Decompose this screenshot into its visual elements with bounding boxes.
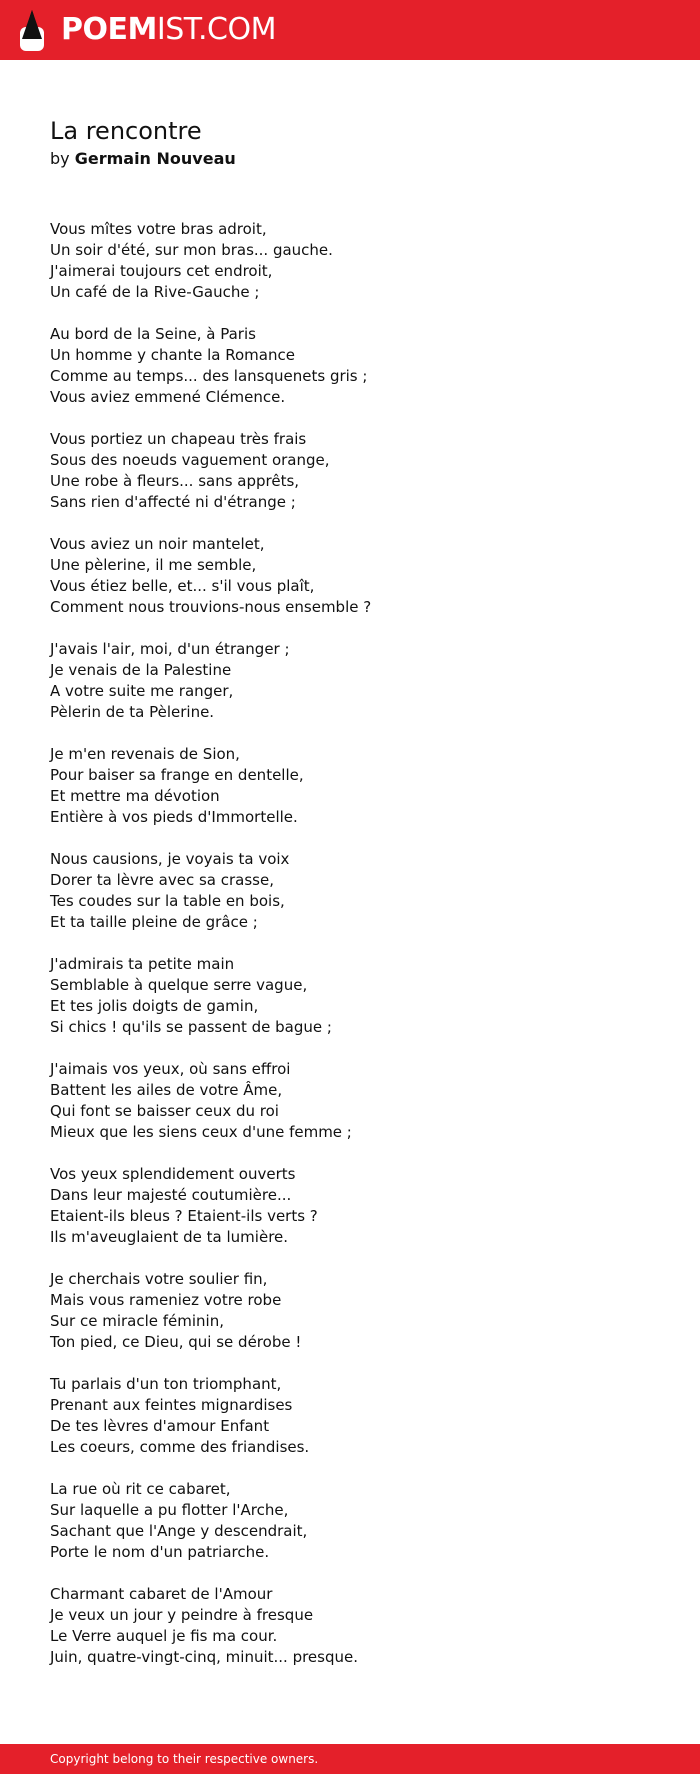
- poem-line: Vos yeux splendidement ouverts: [50, 1165, 296, 1183]
- poem-line: Vous aviez emmené Clémence.: [50, 388, 286, 406]
- site-footer: [0, 1744, 700, 1774]
- poem-stanza: [50, 849, 670, 933]
- poem-line: Comme au temps... des lansquenets gris ;: [50, 367, 368, 385]
- poem-line: Pèlerin de ta Pèlerine.: [50, 703, 215, 721]
- site-brand[interactable]: [61, 12, 276, 48]
- poem-line: Semblable à quelque serre vague,: [50, 976, 308, 994]
- poem-line: Dorer ta lèvre avec sa crasse,: [50, 871, 274, 889]
- poem-stanza: [50, 1269, 670, 1353]
- poem-stanza: [50, 219, 670, 303]
- poem-line: Je venais de la Palestine: [50, 661, 232, 679]
- poem-stanza: [50, 534, 670, 618]
- poem-line: Nous causions, je voyais ta voix: [50, 850, 290, 868]
- byline: [50, 148, 660, 170]
- poem-stanza: [50, 1584, 670, 1668]
- poem-line: Etaient-ils bleus ? Etaient-ils verts ?: [50, 1207, 318, 1225]
- poem-line: Le Verre auquel je fis ma cour.: [50, 1627, 278, 1645]
- site-header: [0, 0, 700, 60]
- poem-stanza: [50, 1059, 670, 1143]
- poem-stanza: [50, 1374, 670, 1458]
- poem-line: Un homme y chante la Romance: [50, 346, 295, 364]
- poem-line: Comment nous trouvions-nous ensemble ?: [50, 598, 372, 616]
- brand-light: IST.COM: [156, 12, 276, 47]
- poem-line: Ils m'aveuglaient de ta lumière.: [50, 1228, 289, 1246]
- poem-line: Tu parlais d'un ton triomphant,: [50, 1375, 282, 1393]
- poem-line: Entière à vos pieds d'Immortelle.: [50, 808, 298, 826]
- poem-line: Dans leur majesté coutumière...: [50, 1186, 292, 1204]
- poem-line: J'aimais vos yeux, où sans effroi: [50, 1060, 291, 1078]
- poem-line: Si chics ! qu'ils se passent de bague ;: [50, 1018, 332, 1036]
- poem-line: J'avais l'air, moi, d'un étranger ;: [50, 640, 290, 658]
- poem-line: Une pèlerine, il me semble,: [50, 556, 257, 574]
- poem-line: Un café de la Rive-Gauche ;: [50, 283, 260, 301]
- poem-line: J'admirais ta petite main: [50, 955, 235, 973]
- poem-stanza: [50, 1479, 670, 1563]
- poem-line: De tes lèvres d'amour Enfant: [50, 1417, 270, 1435]
- poem-stanza: [50, 639, 670, 723]
- poem-line: Charmant cabaret de l'Amour: [50, 1585, 273, 1603]
- poem-line: La rue où rit ce cabaret,: [50, 1480, 231, 1498]
- poem-line: Au bord de la Seine, à Paris: [50, 325, 256, 343]
- poem-line: Une robe à fleurs... sans apprêts,: [50, 472, 300, 490]
- poem-line: J'aimerai toujours cet endroit,: [50, 262, 273, 280]
- poem-body: [50, 219, 670, 1689]
- poem-line: Je m'en revenais de Sion,: [50, 745, 240, 763]
- brand-bold: POEM: [61, 12, 157, 47]
- poem-line: Je veux un jour y peindre à fresque: [50, 1606, 314, 1624]
- poem-heading: [50, 116, 660, 170]
- poem-line: Vous portiez un chapeau très frais: [50, 430, 307, 448]
- poem-line: Mieux que les siens ceux d'une femme ;: [50, 1123, 352, 1141]
- poem-line: Tes coudes sur la table en bois,: [50, 892, 285, 910]
- poem-line: A votre suite me ranger,: [50, 682, 234, 700]
- poem-stanza: [50, 1164, 670, 1248]
- poem-line: Qui font se baisser ceux du roi: [50, 1102, 279, 1120]
- poem-stanza: [50, 429, 670, 513]
- pencil-tip-icon[interactable]: [18, 9, 46, 52]
- copyright-notice: Copyright belong to their respective owners.: [50, 1752, 319, 1766]
- poem-line: Vous mîtes votre bras adroit,: [50, 220, 267, 238]
- poem-line: Sur ce miracle féminin,: [50, 1312, 224, 1330]
- poem-line: Porte le nom d'un patriarche.: [50, 1543, 270, 1561]
- author-name: Germain Nouveau: [74, 149, 236, 168]
- poem-stanza: [50, 324, 670, 408]
- poem-title: La rencontre: [50, 117, 202, 145]
- poem-line: Vous aviez un noir mantelet,: [50, 535, 265, 553]
- poem-line: Et tes jolis doigts de gamin,: [50, 997, 259, 1015]
- poem-line: Juin, quatre-vingt-cinq, minuit... presque.: [50, 1648, 359, 1666]
- poem-line: Sur laquelle a pu flotter l'Arche,: [50, 1501, 289, 1519]
- poem-line: Mais vous rameniez votre robe: [50, 1291, 282, 1309]
- poem-stanza: [50, 744, 670, 828]
- by-label: by: [50, 149, 70, 168]
- poem-line: Un soir d'été, sur mon bras... gauche.: [50, 241, 333, 259]
- poem-stanza: [50, 954, 670, 1038]
- poem-line: Battent les ailes de votre Âme,: [50, 1081, 283, 1099]
- poem-line: Vous étiez belle, et... s'il vous plaît,: [50, 577, 315, 595]
- poem-line: Sachant que l'Ange y descendrait,: [50, 1522, 308, 1540]
- poem-line: Ton pied, ce Dieu, qui se dérobe !: [50, 1333, 302, 1351]
- poem-line: Sous des noeuds vaguement orange,: [50, 451, 330, 469]
- poem-line: Les coeurs, comme des friandises.: [50, 1438, 310, 1456]
- poem-line: Je cherchais votre soulier fin,: [50, 1270, 268, 1288]
- poem-line: Pour baiser sa frange en dentelle,: [50, 766, 304, 784]
- poem-line: Et ta taille pleine de grâce ;: [50, 913, 258, 931]
- poem-line: Prenant aux feintes mignardises: [50, 1396, 293, 1414]
- poem-line: Et mettre ma dévotion: [50, 787, 220, 805]
- poem-line: Sans rien d'affecté ni d'étrange ;: [50, 493, 296, 511]
